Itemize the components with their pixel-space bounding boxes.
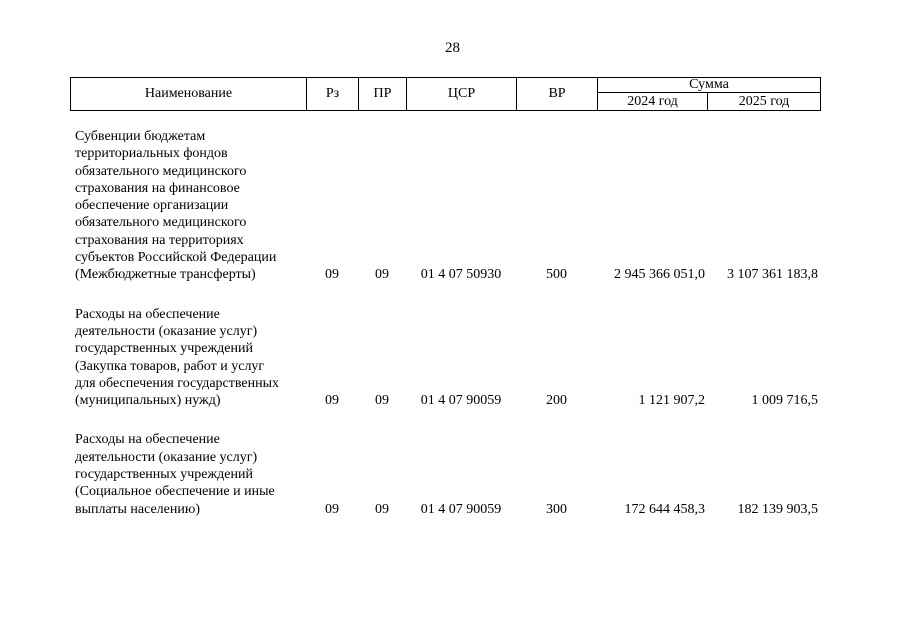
table-row <box>70 431 820 517</box>
header-rz: Рз <box>307 78 359 111</box>
row-name <box>70 306 306 410</box>
row-sum-2024: 1 121 907,2 <box>638 393 705 409</box>
row-rz: 09 <box>325 501 339 517</box>
header-vr: ВР <box>517 78 598 111</box>
row-sum-2025: 3 107 361 183,8 <box>727 267 818 283</box>
row-name-line: государственных учреждений <box>75 467 253 483</box>
row-name-line: (Социальное обеспечение и иные <box>75 484 275 500</box>
row-name-line: (Межбюджетные трансферты) <box>75 267 256 283</box>
row-name-line: государственных учреждений <box>75 341 253 357</box>
row-name-line: деятельности (оказание услуг) <box>75 323 258 339</box>
header-year-2025: 2025 год <box>708 93 821 111</box>
table-rows <box>70 128 820 518</box>
row-vr: 500 <box>546 267 567 283</box>
row-spacer <box>70 409 820 431</box>
row-pr: 09 <box>375 501 389 517</box>
row-name-line: (муниципальных) нужд) <box>75 393 221 409</box>
row-name-line: Расходы на обеспечение <box>75 306 220 322</box>
row-name-line: для обеспечения государственных <box>75 375 279 391</box>
row-pr: 09 <box>375 267 389 283</box>
row-name-line: (Закупка товаров, работ и услуг <box>75 358 265 374</box>
row-spacer <box>70 284 820 306</box>
header-name: Наименование <box>71 78 307 111</box>
row-name-line: обеспечение организации <box>75 198 229 214</box>
row-sum-2024: 172 644 458,3 <box>624 501 705 517</box>
header-sum: Сумма <box>598 78 821 93</box>
row-name-line: обязательного медицинского <box>75 163 247 179</box>
row-name <box>70 431 306 517</box>
row-csr: 01 4 07 50930 <box>420 267 502 283</box>
row-csr: 01 4 07 90059 <box>420 393 502 409</box>
row-sum-2025: 182 139 903,5 <box>737 501 818 517</box>
row-name-line: страхования на территориях <box>75 232 244 248</box>
row-name-line: обязательного медицинского <box>75 215 247 231</box>
row-rz: 09 <box>325 267 339 283</box>
row-name <box>70 128 306 284</box>
row-rz: 09 <box>325 393 339 409</box>
row-name-line: деятельности (оказание услуг) <box>75 449 258 465</box>
row-sum-2024: 2 945 366 051,0 <box>614 267 705 283</box>
header-year-2024: 2024 год <box>598 93 708 111</box>
table-body <box>70 128 820 518</box>
row-name-line: выплаты населению) <box>75 501 200 517</box>
table-header <box>70 77 821 111</box>
row-pr: 09 <box>375 393 389 409</box>
row-vr: 200 <box>546 393 567 409</box>
row-name-line: Субвенции бюджетам <box>75 129 206 144</box>
row-csr: 01 4 07 90059 <box>420 501 502 517</box>
table-row <box>70 306 820 410</box>
header-pr: ПР <box>359 78 407 111</box>
row-name-line: субъектов Российской Федерации <box>75 250 277 266</box>
row-name-line: Расходы на обеспечение <box>75 432 220 448</box>
table-row <box>70 128 820 284</box>
row-name-line: территориальных фондов <box>75 146 228 162</box>
row-vr: 300 <box>546 501 567 517</box>
row-sum-2025: 1 009 716,5 <box>751 393 818 409</box>
header-csr: ЦСР <box>407 78 517 111</box>
page-number: 28 <box>445 40 460 56</box>
row-name-line: страхования на финансовое <box>75 180 240 196</box>
